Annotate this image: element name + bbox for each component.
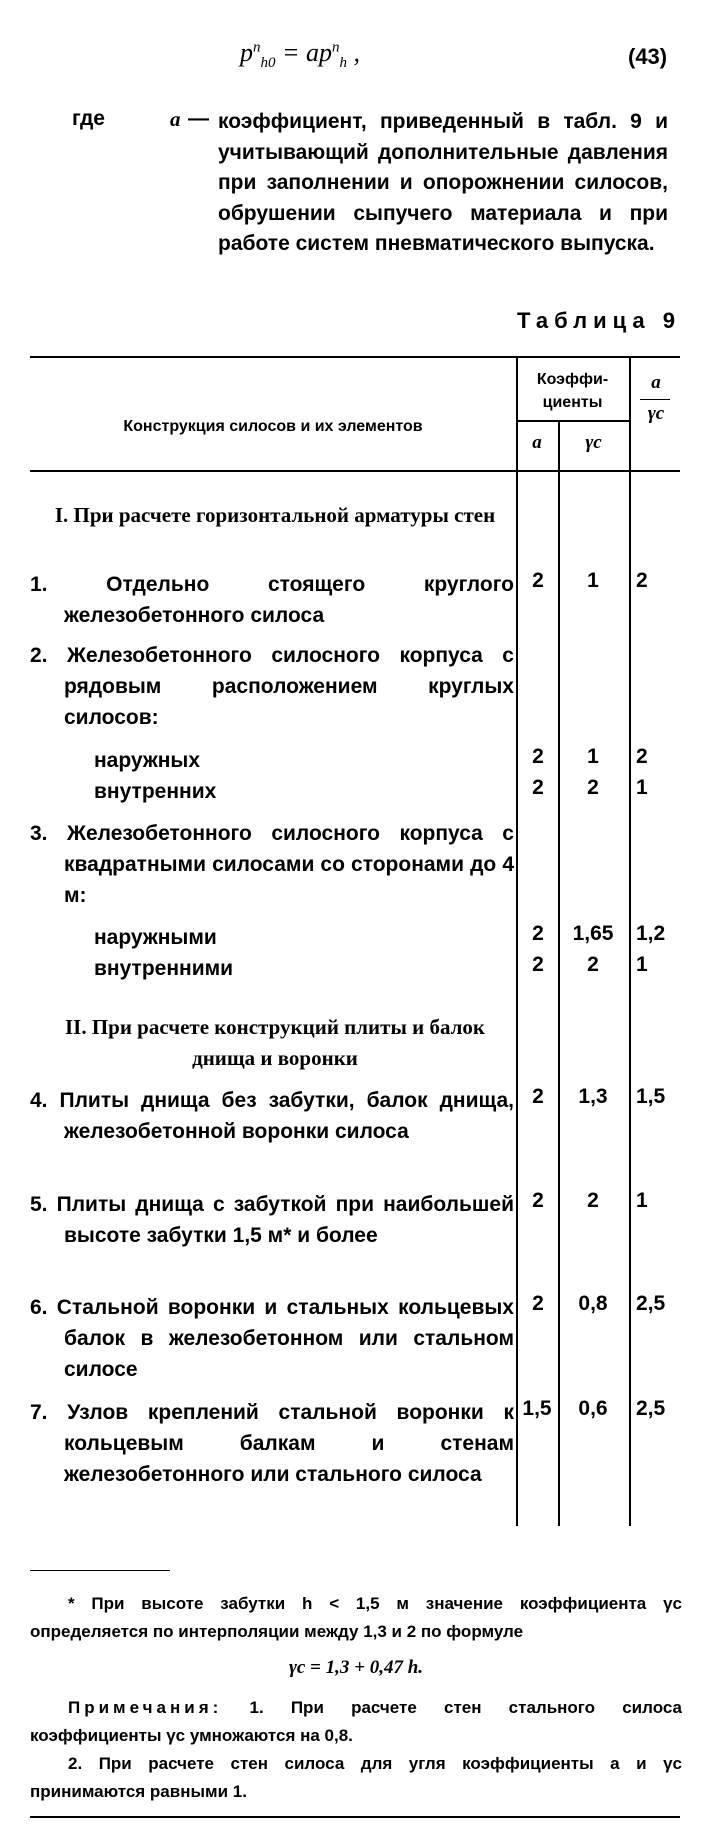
cell-gamma: 2 <box>587 776 599 799</box>
table-row-sub: наружными <box>94 926 217 949</box>
table-row: 3. Железобетонного силосного корпуса с квадратными силосами со сторонами до 4 м: <box>30 822 514 907</box>
cell-ratio: 1 <box>636 776 648 799</box>
note-2: 2. При расчете стен силоса для угля коэффициенты a и γc принимаются равными 1. <box>30 1754 682 1801</box>
cell-a: 2 <box>532 569 544 592</box>
table-row: 4. Плиты днища без забутки, балок днища, железобетонной воронки силоса <box>30 1089 514 1143</box>
table-row: 7. Узлов креплений стальной воронки к кольцевым балкам и стенам железобетонного или стального силоса <box>30 1401 514 1486</box>
table-row: 5. Плиты днища с забуткой при наибольшей высоте забутки 1,5 м* и более <box>30 1193 514 1247</box>
cell-a: 2 <box>532 745 544 768</box>
footnote-text: * При высоте забутки h < 1,5 м значение коэффициента γc определяется по интерполяции между 1,3 и 2 по формуле <box>30 1594 682 1641</box>
section-title: II. При расчете конструкций плиты и балок днища и воронки <box>64 1015 486 1070</box>
cell-a: 2 <box>532 953 544 976</box>
cell-a: 2 <box>532 1292 544 1315</box>
cell-ratio: 2,5 <box>636 1292 666 1315</box>
coef-header-rule <box>516 420 629 422</box>
cell-a: 2 <box>532 1085 544 1108</box>
header-a: a <box>532 432 542 453</box>
definition-text: коэффициент, приведенный в табл. 9 и учитывающий дополнительные давления при заполнении и опорожнении силосов, обрушении сыпучего материала и при работе систем пневматического выпуска. <box>218 110 668 255</box>
header-ratio-denominator: γc <box>647 403 665 424</box>
col-divider-gamma <box>558 420 560 1526</box>
header-construction: Конструкция силосов и их элементов <box>123 418 423 435</box>
notes-block <box>30 1694 682 1750</box>
header-gamma: γc <box>585 432 602 453</box>
cell-gamma: 1 <box>587 745 599 768</box>
table-title: Таблица 9 <box>516 308 681 333</box>
col-divider-ratio <box>629 356 631 1526</box>
cell-ratio: 1 <box>636 953 648 976</box>
table-row: 6. Стальной воронки и стальных кольцевых балок в железобетонном или стальном силосе <box>30 1296 514 1381</box>
definition-dash: — <box>188 107 209 130</box>
cell-ratio: 2 <box>636 745 648 768</box>
table-row-sub: внутренними <box>94 957 234 980</box>
formula-43: $p^n_{h0} = ap^n_h$ , <box>240 38 361 72</box>
table-row-sub: внутренних <box>94 780 217 803</box>
table-row-sub: наружных <box>94 749 201 772</box>
cell-a: 2 <box>532 922 544 945</box>
cell-ratio: 1,5 <box>636 1085 666 1108</box>
header-bottom-rule <box>30 470 680 472</box>
header-ratio-numerator: a <box>651 372 661 393</box>
cell-gamma: 1,3 <box>578 1085 608 1108</box>
cell-gamma: 2 <box>587 1189 599 1212</box>
note-1: 1. При расчете стен стального силоса коэффициенты γc умножаются на 0,8. <box>30 1698 682 1745</box>
footnote-rule <box>30 1570 170 1571</box>
cell-gamma: 0,6 <box>578 1397 608 1420</box>
table-row: 1. Отдельно стоящего круглого железобетонного силоса <box>30 573 514 627</box>
section-title: I. При расчете горизонтальной арматуры стен <box>54 503 496 527</box>
cell-a: 1,5 <box>522 1397 552 1420</box>
cell-gamma: 0,8 <box>578 1292 608 1315</box>
bottom-rule <box>30 1816 680 1818</box>
cell-ratio: 2,5 <box>636 1397 666 1420</box>
cell-gamma: 2 <box>587 953 599 976</box>
cell-a: 2 <box>532 776 544 799</box>
cell-gamma: 1,65 <box>572 922 614 945</box>
cell-gamma: 1 <box>587 569 599 592</box>
where-label: где <box>72 107 105 130</box>
cell-ratio: 2 <box>636 569 648 592</box>
footnote-formula: γc = 1,3 + 0,47 h. <box>288 1657 424 1678</box>
cell-ratio: 1,2 <box>636 922 666 945</box>
equation-number: (43) <box>628 44 668 69</box>
header-ratio-bar <box>640 399 670 400</box>
table-row: 2. Железобетонного силосного корпуса с рядовым расположением круглых силосов: <box>30 644 514 729</box>
header-coefficients: Коэффи- циенты <box>536 371 609 411</box>
notes-label: Примечания: <box>68 1698 223 1717</box>
definition-symbol: a <box>170 107 181 131</box>
cell-ratio: 1 <box>636 1189 648 1212</box>
table-top-rule <box>30 356 680 358</box>
cell-a: 2 <box>532 1189 544 1212</box>
